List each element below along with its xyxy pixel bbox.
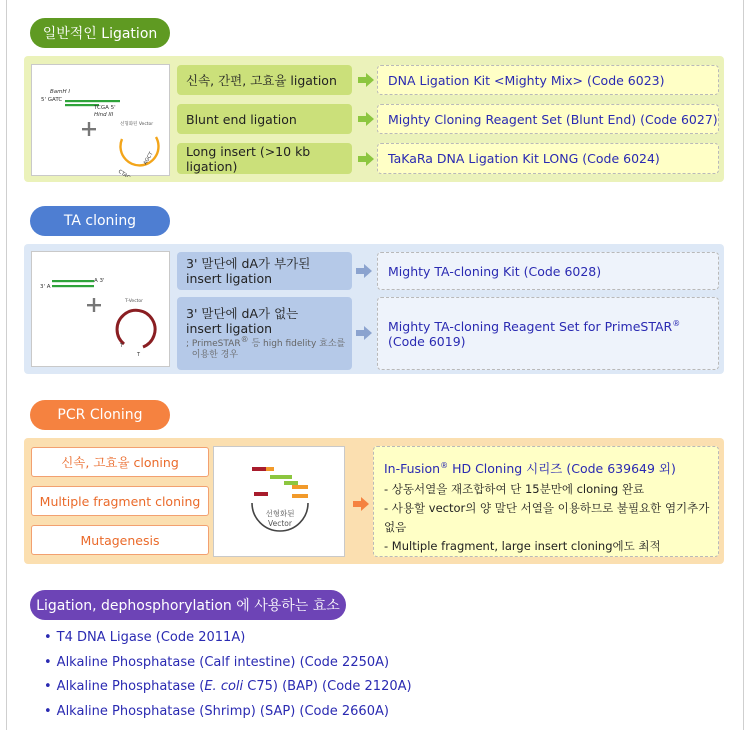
ta-row-2-text-1: 3' 말단에 dA가 없는 <box>186 306 299 321</box>
pcr-label-1 <box>31 447 209 477</box>
left-frame-line <box>6 0 7 730</box>
pcr-result-title <box>384 461 718 476</box>
pcr-section-title: PCR Cloning <box>30 400 170 430</box>
pcr-result[interactable] <box>373 446 719 557</box>
pcr-label-3-text: Mutagenesis <box>80 532 160 548</box>
pcr-result-line-3: - Multiple fragment, large insert cloning에도 최적 <box>384 539 661 553</box>
enzyme-item-3-text-b: C75) (BAP) (Code 2120A) <box>243 679 412 694</box>
enzyme-item-2-text: Alkaline Phosphatase (Calf intestine) (Code 2250A) <box>56 654 390 670</box>
ligation-row-2-result[interactable] <box>377 104 719 134</box>
bullet-icon: • <box>44 703 52 719</box>
ta-strand-bottom <box>52 285 94 287</box>
hind-label: Hind III <box>94 112 114 118</box>
ta-row-2-note-1b: 등 high fidelity 효소를 <box>248 339 346 349</box>
enzyme-item-3-text-a: Alkaline Phosphatase ( <box>56 679 205 694</box>
pcr-diagram-svg <box>214 447 346 558</box>
ta-diagram <box>31 251 170 367</box>
bullet-icon: • <box>44 630 52 645</box>
ligation-row-3-result[interactable] <box>377 143 719 174</box>
pcr-vector-label-1: 선형화된 <box>265 509 295 518</box>
enzyme-item-4-text: Alkaline Phosphatase (Shrimp) (SAP) (Code 2660A) <box>56 703 389 719</box>
ligation-row-1-result-text: DNA Ligation Kit <Mighty Mix> (Code 6023) <box>388 72 665 88</box>
registered-mark: ® <box>440 460 449 470</box>
enzymes-section-title: Ligation, dephosphorylation 에 사용하는 효소 <box>30 590 346 620</box>
agct-label: AGCT <box>142 151 155 166</box>
fragment-orange-2 <box>292 485 308 489</box>
ligation-row-1-label <box>177 65 352 95</box>
ligation-diagram-svg <box>32 65 171 177</box>
ligation-row-1-result[interactable] <box>377 65 719 95</box>
pcr-label-1-text: 신속, 고효율 cloning <box>61 455 179 470</box>
ta-strand-top <box>52 280 94 282</box>
vector-circle <box>120 137 158 165</box>
ligation-row-3-label <box>177 143 352 174</box>
fragment-red-2 <box>254 492 268 496</box>
ta-row-2-result-text-2: (Code 6019) <box>388 333 466 349</box>
right-frame-line <box>743 0 744 730</box>
ta-row-2-note-2: 이용한 경우 <box>191 350 239 360</box>
dna-strand-top <box>65 100 120 102</box>
ligation-row-2-result-text: Mighty Cloning Reagent Set (Blunt End) (Code 6027) <box>388 111 718 127</box>
gatc-label: 5' GATC <box>41 97 63 103</box>
ta-section-title: TA cloning <box>30 206 170 236</box>
ctag-label: CTAG <box>116 168 132 177</box>
fragment-green-2 <box>284 481 298 485</box>
arrow-right-icon <box>356 326 372 340</box>
enzyme-item-4[interactable] <box>44 702 412 727</box>
tcga-label: TCGA 5' <box>94 105 116 111</box>
ligation-diagram <box>31 64 170 176</box>
ligation-row-2-label <box>177 104 352 134</box>
enzyme-list <box>44 628 412 726</box>
ta-row-1-label <box>177 252 352 290</box>
vector-label: 선형화된 Vector <box>120 122 154 127</box>
ta-row-1-text-2: insert ligation <box>186 271 273 286</box>
a3-label: A 3' <box>94 278 105 284</box>
plus-icon <box>82 122 96 136</box>
fragment-green-1 <box>270 475 292 479</box>
pcr-vector-label-2: Vector <box>268 519 292 528</box>
ta-row-2-text-2: insert ligation <box>186 321 273 336</box>
ligation-row-3-text: Long insert (>10 kb ligation) <box>186 143 311 174</box>
ligation-section-title: 일반적인 Ligation <box>30 18 170 48</box>
fragment-red-1 <box>252 467 266 471</box>
t-label-1: T <box>120 343 124 349</box>
arrow-right-icon <box>356 264 372 278</box>
arrow-right-icon <box>358 152 374 166</box>
enzyme-item-2[interactable] <box>44 653 412 678</box>
pcr-result-title-a: In-Fusion <box>384 461 441 476</box>
fragment-orange-1 <box>266 467 274 471</box>
plus-icon <box>87 298 101 312</box>
bamh-label: BamH I <box>50 89 71 95</box>
three-a-label: 3' A <box>40 284 51 290</box>
t-vector-circle <box>117 310 155 347</box>
pcr-result-line-2: - 사용할 vector의 양 말단 서열을 이용하므로 불필요한 염기추가 없음 <box>384 501 710 534</box>
enzyme-item-3-italic: E. coli <box>204 679 244 694</box>
pcr-diagram <box>213 446 345 557</box>
arrow-right-icon <box>358 112 374 126</box>
enzyme-item-1-text: T4 DNA Ligase (Code 2011A) <box>56 630 246 645</box>
arrow-right-icon <box>353 497 369 511</box>
ta-row-2-note <box>186 335 352 361</box>
registered-mark: ® <box>240 335 249 344</box>
t-label-2: T <box>137 352 141 358</box>
bullet-icon: • <box>44 679 52 694</box>
pcr-result-title-b: HD Cloning 시리즈 (Code 639649 외) <box>448 461 676 476</box>
enzyme-item-1[interactable] <box>44 628 412 653</box>
ta-row-2-note-1a: ; PrimeSTAR <box>186 339 241 349</box>
bullet-icon: • <box>44 654 52 670</box>
ta-diagram-svg <box>32 252 171 368</box>
ta-row-1-result[interactable] <box>377 252 719 290</box>
ligation-row-1-text: 신속, 간편, 고효율 ligation <box>186 72 337 88</box>
ta-row-1-text-1: 3' 말단에 dA가 부가된 <box>186 256 311 271</box>
ta-row-1-result-text: Mighty TA-cloning Kit (Code 6028) <box>388 263 602 279</box>
ta-row-2-result-text-1: Mighty TA-cloning Reagent Set for PrimeSTAR <box>388 318 673 334</box>
ligation-row-2-text: Blunt end ligation <box>186 111 297 127</box>
ta-row-2-result[interactable] <box>377 297 719 370</box>
ta-row-2-result-line-1 <box>388 319 718 334</box>
registered-mark: ® <box>672 318 681 328</box>
t-vector-label: T-Vector <box>125 299 144 304</box>
pcr-label-2-text: Multiple fragment cloning <box>39 493 201 509</box>
arrow-right-icon <box>358 73 374 87</box>
fragment-orange-3 <box>292 494 308 498</box>
pcr-label-2 <box>31 486 209 516</box>
ligation-row-3-result-text: TaKaRa DNA Ligation Kit LONG (Code 6024) <box>388 151 660 166</box>
enzyme-item-3[interactable] <box>44 677 412 702</box>
pcr-label-3 <box>31 525 209 555</box>
ta-row-2-label <box>177 297 352 370</box>
pcr-result-line-1: - 상동서열을 재조합하여 단 15분만에 cloning 완료 <box>384 482 645 496</box>
